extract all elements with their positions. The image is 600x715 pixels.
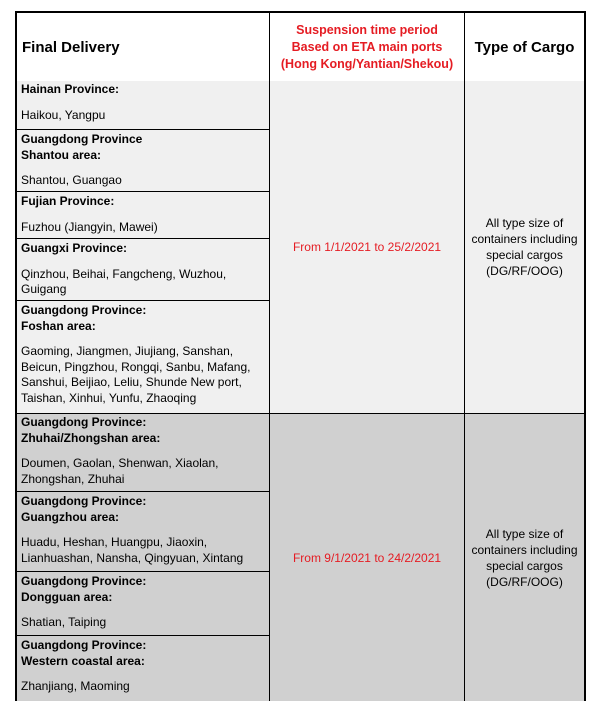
group-heading: Shantou area:: [21, 147, 102, 162]
cargo-line: containers including: [471, 542, 578, 557]
group-places: Zhongshan, Zhuhai: [21, 471, 125, 486]
group-places: Haikou, Yangpu: [21, 107, 106, 122]
suspension-period-cell: From 9/1/2021 to 24/2/2021: [270, 414, 465, 701]
header-suspension-line: (Hong Kong/Yantian/Shekou): [280, 56, 454, 71]
group-places: Sanshui, Beijiao, Leliu, Shunde New port,: [21, 375, 242, 389]
group-heading: Guangdong Province:: [21, 415, 147, 429]
header-type-of-cargo: Type of Cargo: [474, 38, 575, 56]
delivery-group: [17, 574, 269, 636]
group-heading: Zhuhai/Zhongshan area:: [21, 430, 161, 445]
group-places: Beicun, Pingzhou, Rongqi, Sanbu, Mafang,: [21, 359, 251, 374]
delivery-table: [15, 11, 586, 701]
group-heading: Guangxi Province:: [21, 241, 128, 255]
delivery-group: [17, 303, 269, 413]
group-places: Shatian, Taiping: [21, 615, 107, 629]
group-heading: Hainan Province:: [21, 82, 120, 96]
group-places: Shantou, Guangao: [21, 173, 122, 187]
group-places: Qinzhou, Beihai, Fangcheng, Wuzhou,: [21, 266, 227, 281]
delivery-group: [17, 494, 269, 572]
group-heading: Guangdong Province:: [21, 494, 147, 508]
group-places: Guigang: [21, 282, 67, 296]
section-row: [17, 81, 584, 414]
header-final-delivery: Final Delivery: [17, 13, 270, 81]
delivery-group: [17, 194, 269, 239]
cargo-type-cell: [465, 81, 584, 413]
header-suspension-line: Suspension time period: [296, 22, 438, 37]
group-places: Huadu, Heshan, Huangpu, Jiaoxin,: [21, 535, 208, 549]
cargo-line: special cargos: [486, 248, 563, 262]
delivery-group: [17, 82, 269, 130]
cargo-line: All type size of: [485, 216, 564, 230]
cargo-line: special cargos: [486, 558, 563, 573]
final-delivery-cell: [17, 81, 270, 413]
group-heading: Dongguan area:: [21, 589, 113, 604]
delivery-group: [17, 241, 269, 301]
cargo-line: (DG/RF/OOG): [486, 264, 563, 278]
group-heading: Fujian Province:: [21, 194, 115, 208]
group-heading: Guangdong Province:: [21, 638, 147, 652]
delivery-group: [17, 132, 269, 192]
section-row: [17, 414, 584, 701]
header-suspension-period: [270, 13, 465, 81]
group-heading: Guangdong Province: [21, 132, 143, 146]
cargo-type-cell: [465, 414, 584, 701]
group-heading: Foshan area:: [21, 318, 96, 333]
group-heading: Guangzhou area:: [21, 509, 120, 524]
group-places: Lianhuashan, Nansha, Qingyuan, Xintang: [21, 550, 244, 565]
cargo-line: containers including: [471, 232, 578, 246]
delivery-group: [17, 638, 269, 700]
group-heading: Guangdong Province:: [21, 303, 147, 317]
delivery-group: [17, 415, 269, 492]
table-header: [17, 13, 584, 83]
header-suspension-line: Based on ETA main ports: [291, 39, 443, 54]
group-places: Zhanjiang, Maoming: [21, 679, 130, 693]
cargo-line: All type size of: [485, 526, 564, 541]
final-delivery-cell: [17, 414, 270, 701]
cargo-line: (DG/RF/OOG): [486, 574, 563, 589]
group-heading: Guangdong Province:: [21, 574, 147, 588]
suspension-period-cell: From 1/1/2021 to 25/2/2021: [270, 81, 465, 413]
group-places: Doumen, Gaolan, Shenwan, Xiaolan,: [21, 456, 219, 470]
group-places: Taishan, Xinhui, Yunfu, Zhaoqing: [21, 390, 197, 405]
group-places: Fuzhou (Jiangyin, Mawei): [21, 219, 158, 234]
group-heading: Western coastal area:: [21, 653, 145, 668]
group-places: Gaoming, Jiangmen, Jiujiang, Sanshan,: [21, 344, 234, 358]
